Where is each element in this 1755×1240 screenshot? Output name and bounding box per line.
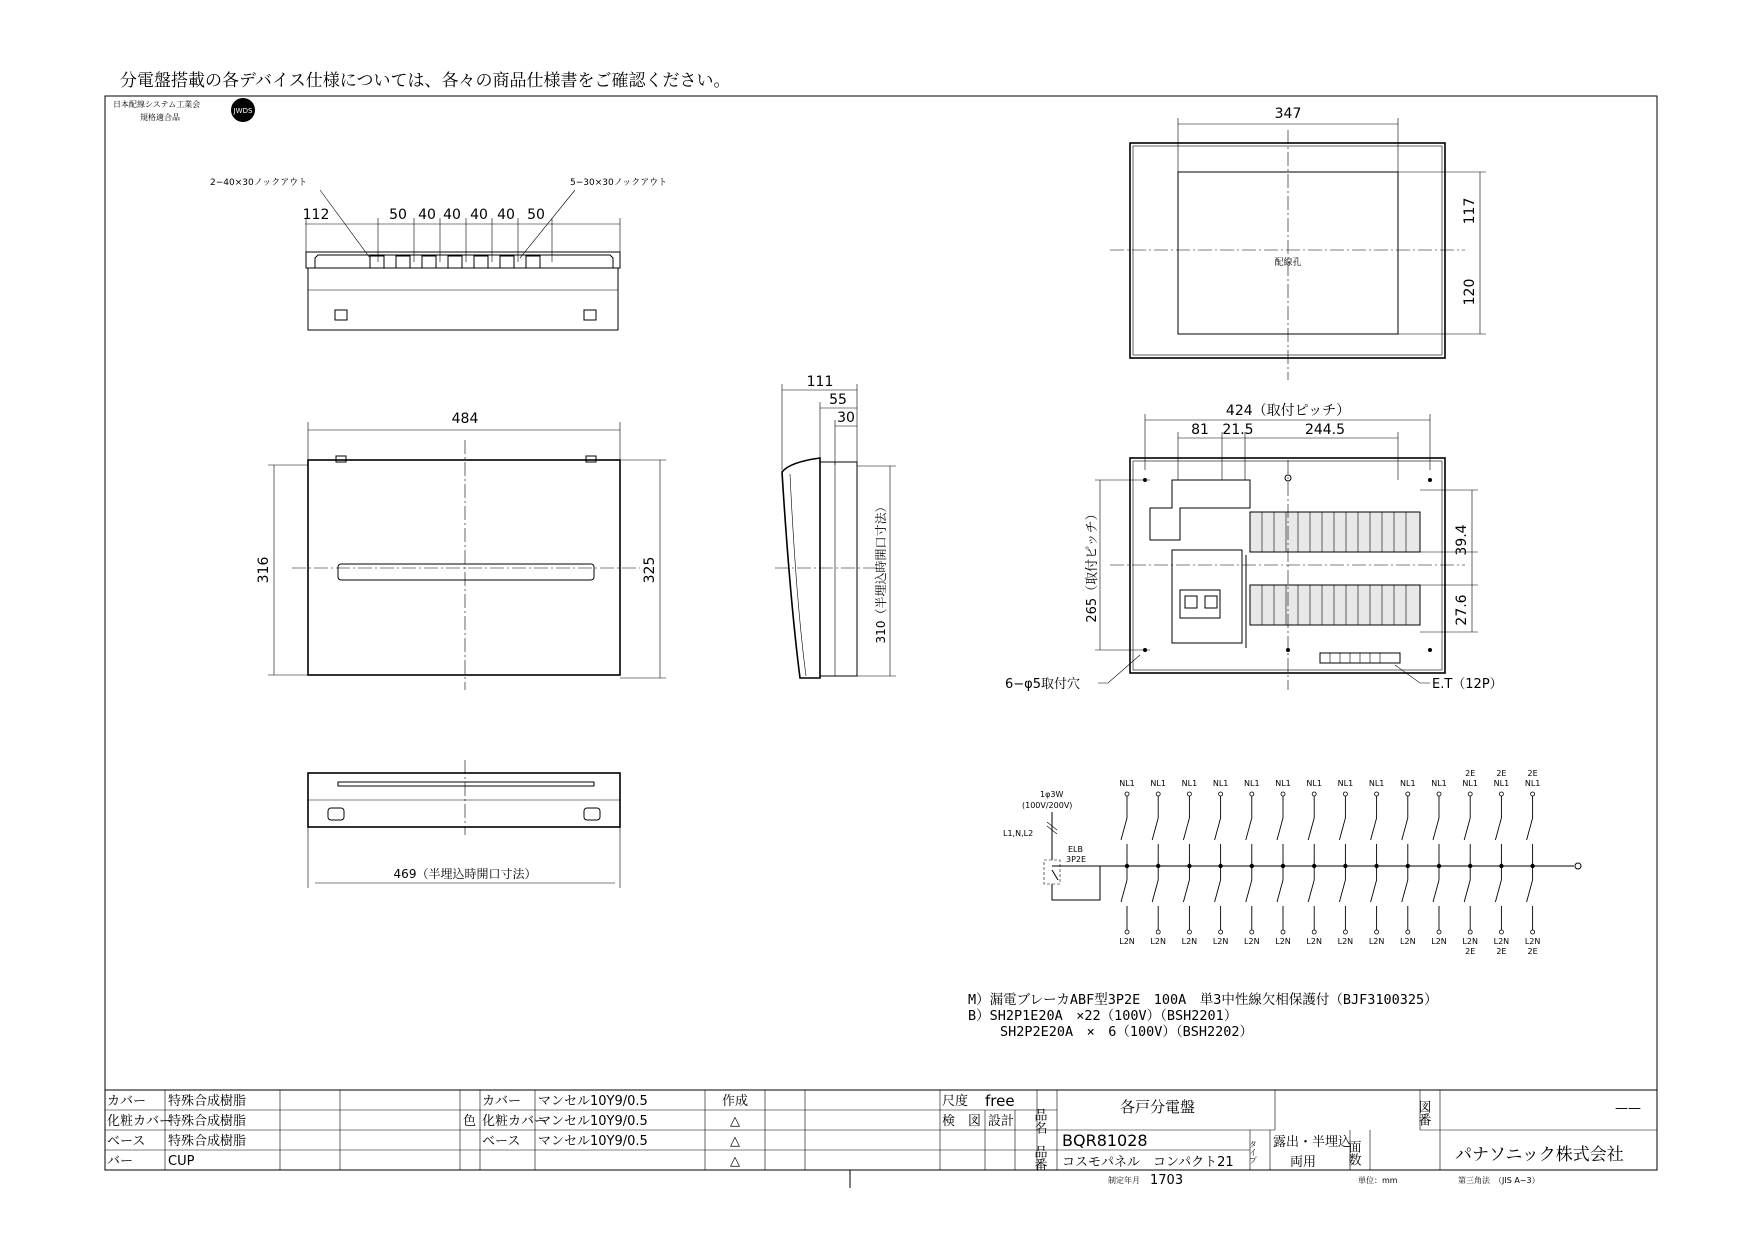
top-dim-40b: 40 bbox=[443, 207, 461, 223]
circuit-breaker-upper bbox=[1371, 796, 1377, 866]
circuit-top-label: NL1 bbox=[1493, 779, 1510, 788]
circuit-top-label: NL1 bbox=[1244, 779, 1260, 788]
series-value: コスモパネル コンパクト21 bbox=[1062, 1155, 1234, 1170]
name-value: 各戸分電盤 bbox=[1120, 1098, 1196, 1116]
circuit-breaker-upper bbox=[1433, 796, 1439, 866]
check-label: 検 図 bbox=[942, 1114, 982, 1129]
drawing-no-label: 図番 bbox=[1415, 1100, 1431, 1126]
circuit-breaker-lower bbox=[1527, 866, 1533, 930]
rev-mark-3: △ bbox=[730, 1154, 740, 1169]
int-d244-5: 244.5 bbox=[1304, 422, 1346, 438]
circuit-terminal-top bbox=[1468, 792, 1472, 796]
circuit-top-label: NL1 bbox=[1212, 779, 1229, 788]
circuit-terminal-bottom bbox=[1531, 930, 1535, 934]
front-height-right: 325 bbox=[642, 556, 658, 584]
circuit-bottom-label: L2N bbox=[1244, 937, 1260, 946]
mat-part-2: ベース bbox=[107, 1134, 146, 1149]
side-d55: 55 bbox=[829, 392, 847, 408]
back-view bbox=[1110, 106, 1486, 380]
circuit-breaker-upper bbox=[1339, 796, 1345, 866]
circuit-top-label: NL1 bbox=[1431, 779, 1447, 788]
back-hole-label: 配線孔 bbox=[1274, 258, 1302, 268]
circuit-breaker-lower bbox=[1433, 866, 1439, 930]
assoc-line2: 規格適合品 bbox=[140, 113, 180, 122]
front-height-left: 316 bbox=[256, 556, 272, 584]
circuit-breaker-lower bbox=[1246, 866, 1252, 930]
circuit-terminal-top bbox=[1406, 792, 1410, 796]
top-dim-50b: 50 bbox=[527, 207, 545, 223]
mat-part-1: 化粧カバー bbox=[107, 1114, 173, 1129]
bottom-opening: 469（半埋込時開口寸法） bbox=[393, 867, 537, 881]
circuit-top-label: NL1 bbox=[1275, 779, 1291, 788]
circuit-breaker-upper bbox=[1402, 796, 1408, 866]
col-part-0: カバー bbox=[482, 1094, 522, 1109]
circuit-terminal-top bbox=[1531, 792, 1535, 796]
int-mount-holes: 6−φ5取付穴 bbox=[1005, 677, 1081, 692]
circuit-top-label: NL1 bbox=[1524, 779, 1541, 788]
circuit-terminal-bottom bbox=[1437, 930, 1441, 934]
circuit-bottom-label: L2N bbox=[1181, 937, 1198, 946]
knockout-right-label: 5−30×30ノックアウト bbox=[570, 178, 668, 188]
circuit-bottom-suffix: 2E bbox=[1496, 947, 1507, 956]
circuit-terminal-top bbox=[1250, 792, 1254, 796]
circuit-top-label: NL1 bbox=[1337, 779, 1354, 788]
col-val-2: マンセル10Y9/0.5 bbox=[538, 1134, 648, 1149]
top-dim-40a: 40 bbox=[418, 207, 436, 223]
drawing-no-value: —— bbox=[1615, 1101, 1641, 1116]
circuit-bottom-label: L2N bbox=[1524, 937, 1541, 946]
circuit-bottom-label: L2N bbox=[1275, 937, 1291, 946]
mat-val-2: 特殊合成樹脂 bbox=[168, 1134, 247, 1149]
side-d30: 30 bbox=[837, 410, 855, 426]
number-value: BQR81028 bbox=[1062, 1131, 1148, 1150]
circuit-top-label: NL1 bbox=[1368, 779, 1385, 788]
circuit-terminal-top bbox=[1156, 792, 1160, 796]
circuit-breaker-lower bbox=[1183, 866, 1189, 930]
circuit-bottom-label: L2N bbox=[1119, 937, 1135, 946]
number-label: 品番 bbox=[1031, 1145, 1047, 1171]
circuit-terminal-bottom bbox=[1281, 930, 1285, 934]
back-h120: 120 bbox=[1462, 278, 1478, 306]
mat-val-1: 特殊合成樹脂 bbox=[168, 1114, 247, 1129]
circuit-breaker-upper bbox=[1277, 796, 1283, 866]
circuit-terminal-bottom bbox=[1187, 930, 1191, 934]
circuit-bottom-label: L2N bbox=[1150, 937, 1166, 946]
circuit-bottom-label: L2N bbox=[1306, 937, 1322, 946]
rev-mark-2: △ bbox=[730, 1134, 740, 1149]
date-label: 制定年月 bbox=[1108, 1176, 1140, 1185]
front-view bbox=[256, 411, 666, 690]
side-opening: 310（半埋込時開口寸法） bbox=[874, 500, 888, 644]
circuit-breaker-lower bbox=[1371, 866, 1377, 930]
wiring-elb-type: 3P2E bbox=[1066, 855, 1087, 864]
side-view bbox=[775, 374, 896, 678]
circuit-terminal-top bbox=[1499, 792, 1503, 796]
int-d27-6: 27.6 bbox=[1454, 594, 1470, 626]
faces-label: 面数 bbox=[1345, 1140, 1361, 1166]
rev-mark-1: △ bbox=[730, 1114, 740, 1129]
circuit-breaker-lower bbox=[1215, 866, 1221, 930]
design-label: 設計 bbox=[988, 1114, 1015, 1129]
header-note: 分電盤搭載の各デバイス仕様については、各々の商品仕様書をご確認ください。 bbox=[120, 71, 731, 91]
mat-val-3: CUP bbox=[168, 1154, 195, 1169]
top-dim-40c: 40 bbox=[470, 207, 488, 223]
circuit-terminal-bottom bbox=[1468, 930, 1472, 934]
spec-branch-2: SH2P2E20A × 6（100V）（BSH2202） bbox=[1000, 1024, 1254, 1040]
circuit-bottom-label: L2N bbox=[1431, 937, 1447, 946]
name-label: 品名 bbox=[1031, 1108, 1047, 1134]
col-val-1: マンセル10Y9/0.5 bbox=[538, 1114, 648, 1129]
circuit-top-label: NL1 bbox=[1400, 779, 1416, 788]
circuit-terminal-bottom bbox=[1375, 930, 1379, 934]
wiring-diagram bbox=[1003, 769, 1581, 956]
circuit-terminal-top bbox=[1375, 792, 1379, 796]
color-label: 色 bbox=[463, 1114, 477, 1129]
circuit-terminal-bottom bbox=[1499, 930, 1503, 934]
circuit-breaker-lower bbox=[1277, 866, 1283, 930]
circuit-breaker-upper bbox=[1215, 796, 1221, 866]
unit-label: 単位：mm bbox=[1358, 1176, 1398, 1185]
date-value: 1703 bbox=[1150, 1173, 1184, 1188]
circuit-top-label: NL1 bbox=[1462, 779, 1478, 788]
circuit-terminal-bottom bbox=[1343, 930, 1347, 934]
circuit-terminal-top bbox=[1343, 792, 1347, 796]
col-part-1: 化粧カバー bbox=[482, 1114, 548, 1129]
circuit-bottom-label: L2N bbox=[1462, 937, 1478, 946]
title-block bbox=[105, 1090, 1657, 1188]
circuit-terminal-bottom bbox=[1312, 930, 1316, 934]
circuit-terminal-bottom bbox=[1250, 930, 1254, 934]
top-dim-112: 112 bbox=[302, 207, 330, 223]
scale-label: 尺度 bbox=[942, 1094, 969, 1109]
circuit-terminal-bottom bbox=[1406, 930, 1410, 934]
circuit-terminal-top bbox=[1219, 792, 1223, 796]
circuit-breaker-upper bbox=[1527, 796, 1533, 866]
type-value-2: 両用 bbox=[1290, 1155, 1317, 1170]
int-d21-5: 21.5 bbox=[1222, 422, 1254, 438]
spec-branch-1: B）SH2P1E20A ×22（100V）（BSH2201） bbox=[968, 1008, 1238, 1024]
circuit-terminal-top bbox=[1281, 792, 1285, 796]
knockout-left-label: 2−40×30ノックアウト bbox=[210, 178, 308, 188]
circuit-breaker-lower bbox=[1121, 866, 1127, 930]
wiring-voltage: (100V/200V) bbox=[1022, 801, 1073, 810]
wiring-lines: L1,N,L2 bbox=[1003, 829, 1034, 838]
type-label: タイプ bbox=[1248, 1140, 1258, 1164]
circuit-bottom-label: L2N bbox=[1337, 937, 1354, 946]
int-et: E.T（12P） bbox=[1432, 677, 1503, 692]
circuit-breaker-upper bbox=[1308, 796, 1314, 866]
bottom-view bbox=[308, 760, 620, 888]
circuit-breaker-upper bbox=[1152, 796, 1158, 866]
circuit-bottom-label: L2N bbox=[1493, 937, 1510, 946]
int-d39-4: 39.4 bbox=[1454, 524, 1470, 556]
back-width: 347 bbox=[1274, 106, 1302, 122]
circuit-terminal-bottom bbox=[1125, 930, 1129, 934]
circuit-terminal-top bbox=[1125, 792, 1129, 796]
circuit-breaker-upper bbox=[1121, 796, 1127, 866]
circuit-terminal-bottom bbox=[1156, 930, 1160, 934]
circuit-breaker-upper bbox=[1495, 796, 1501, 866]
circuit-breaker-upper bbox=[1183, 796, 1189, 866]
side-depth: 111 bbox=[806, 374, 834, 390]
circuit-top-label: NL1 bbox=[1306, 779, 1322, 788]
mat-val-0: 特殊合成樹脂 bbox=[168, 1094, 247, 1109]
int-d81: 81 bbox=[1191, 422, 1209, 438]
projection-label: 第三角法 （JIS A−3） bbox=[1458, 1176, 1540, 1185]
circuit-top-label: NL1 bbox=[1119, 779, 1135, 788]
circuit-bottom-suffix: 2E bbox=[1465, 947, 1476, 956]
circuit-top-prefix: 2E bbox=[1465, 769, 1476, 778]
circuit-top-prefix: 2E bbox=[1496, 769, 1507, 778]
col-part-2: ベース bbox=[482, 1134, 521, 1149]
circuit-breaker-lower bbox=[1495, 866, 1501, 930]
top-view bbox=[210, 177, 667, 330]
type-value-1: 露出・半埋込 bbox=[1273, 1135, 1352, 1150]
front-width: 484 bbox=[451, 411, 479, 427]
circuit-bottom-label: L2N bbox=[1400, 937, 1416, 946]
circuit-breaker-lower bbox=[1339, 866, 1345, 930]
circuit-breaker-lower bbox=[1152, 866, 1158, 930]
circuit-top-prefix: 2E bbox=[1527, 769, 1538, 778]
circuit-terminal-top bbox=[1312, 792, 1316, 796]
circuit-top-label: NL1 bbox=[1181, 779, 1198, 788]
back-h117: 117 bbox=[1462, 197, 1478, 225]
circuit-bottom-label: L2N bbox=[1368, 937, 1385, 946]
top-dim-50a: 50 bbox=[389, 207, 407, 223]
circuit-breaker-upper bbox=[1246, 796, 1252, 866]
wiring-elb: ELB bbox=[1068, 845, 1083, 854]
jwds-mark-text: JWDS bbox=[233, 107, 253, 115]
top-dim-40d: 40 bbox=[497, 207, 515, 223]
mat-part-0: カバー bbox=[107, 1094, 147, 1109]
mat-part-3: バー bbox=[107, 1154, 134, 1169]
circuit-breaker-lower bbox=[1402, 866, 1408, 930]
circuit-terminal-top bbox=[1437, 792, 1441, 796]
company: パナソニック株式会社 bbox=[1455, 1145, 1624, 1165]
circuit-terminal-bottom bbox=[1219, 930, 1223, 934]
made-label: 作成 bbox=[721, 1094, 749, 1109]
circuit-bottom-label: L2N bbox=[1212, 937, 1229, 946]
int-pitch-w: 424（取付ピッチ） bbox=[1225, 403, 1351, 419]
circuit-breaker-lower bbox=[1308, 866, 1314, 930]
circuit-bottom-suffix: 2E bbox=[1527, 947, 1538, 956]
circuit-terminal-top bbox=[1187, 792, 1191, 796]
scale-value: free bbox=[985, 1092, 1015, 1110]
spec-main: M）漏電ブレーカABF型3P2E 100A 単3中性線欠相保護付（BJF3100325） bbox=[968, 992, 1438, 1008]
circuit-breaker-lower bbox=[1464, 866, 1470, 930]
int-pitch-h: 265（取付ピッチ） bbox=[1085, 507, 1100, 623]
assoc-line1: 日本配線システム工業会 bbox=[113, 100, 201, 109]
col-val-0: マンセル10Y9/0.5 bbox=[538, 1094, 648, 1109]
interior-view bbox=[1005, 403, 1503, 692]
circuit-top-label: NL1 bbox=[1150, 779, 1166, 788]
wiring-supply: 1φ3W bbox=[1040, 790, 1064, 799]
circuit-breaker-upper bbox=[1464, 796, 1470, 866]
